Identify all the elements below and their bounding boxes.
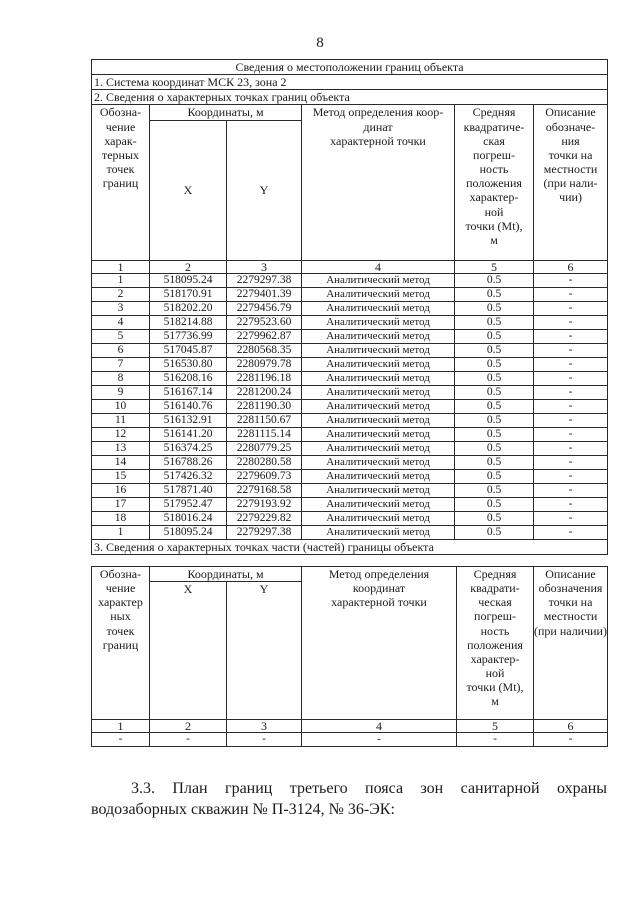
- header-y: Y: [227, 582, 302, 720]
- table-row: [92, 525, 608, 539]
- cell-y: 2279456.79: [227, 301, 302, 315]
- column-number: 6: [534, 260, 608, 273]
- cell-y: 2280979.78: [227, 357, 302, 371]
- column-number: 4: [302, 720, 457, 733]
- cell-mt: 0.5: [455, 343, 534, 357]
- cell-desc: -: [534, 315, 608, 329]
- cell-mt: 0.5: [455, 441, 534, 455]
- cell-y: 2280280.58: [227, 455, 302, 469]
- cell-n: 15: [92, 469, 150, 483]
- cell-mt: 0.5: [455, 399, 534, 413]
- cell-desc: -: [534, 329, 608, 343]
- cell-method: Аналитический метод: [302, 357, 455, 371]
- cell-desc: -: [534, 511, 608, 525]
- cell-n: 1: [92, 525, 150, 539]
- cell-n: 14: [92, 455, 150, 469]
- cell-mt: 0.5: [455, 427, 534, 441]
- column-number: 1: [92, 260, 150, 273]
- column-number: 2: [150, 260, 227, 273]
- cell-mt: 0.5: [455, 301, 534, 315]
- cell-mt: 0.5: [455, 287, 534, 301]
- cell-n: 3: [92, 301, 150, 315]
- table-row: [92, 399, 608, 413]
- cell-desc: -: [534, 497, 608, 511]
- cell-method: Аналитический метод: [302, 287, 455, 301]
- column-number: 5: [455, 260, 534, 273]
- cell-n: -: [92, 733, 150, 747]
- page-number: 8: [316, 35, 324, 51]
- header-x: X: [150, 120, 227, 260]
- cell-desc: -: [534, 441, 608, 455]
- cell-y: 2280568.35: [227, 343, 302, 357]
- table-title: Сведения о местоположении границ объекта: [92, 60, 608, 75]
- partial-boundary-table: [91, 566, 608, 747]
- cell-mt: 0.5: [455, 525, 534, 539]
- cell-method: Аналитический метод: [302, 525, 455, 539]
- cell-method: Аналитический метод: [302, 497, 455, 511]
- cell-method: Аналитический метод: [302, 329, 455, 343]
- cell-n: 17: [92, 497, 150, 511]
- header-coordinates: Координаты, м: [150, 567, 302, 582]
- cell-desc: -: [534, 343, 608, 357]
- cell-y: 2279962.87: [227, 329, 302, 343]
- coordinate-system: 1. Система координат МСК 23, зона 2: [92, 75, 608, 90]
- cell-x: 518095.24: [150, 525, 227, 539]
- cell-mt: 0.5: [455, 371, 534, 385]
- cell-y: 2281190.30: [227, 399, 302, 413]
- cell-n: 2: [92, 287, 150, 301]
- cell-desc: -: [534, 733, 608, 747]
- cell-mt: 0.5: [455, 511, 534, 525]
- table-row: [92, 301, 608, 315]
- header-description: Описание обозначения точки на местности (при наличии): [534, 567, 608, 720]
- cell-y: 2279297.38: [227, 273, 302, 287]
- cell-method: Аналитический метод: [302, 399, 455, 413]
- cell-x: 517952.47: [150, 497, 227, 511]
- cell-x: -: [150, 733, 227, 747]
- header-method: Метод определения координат характерной точки: [302, 567, 457, 720]
- table-row: [92, 385, 608, 399]
- cell-x: 517871.40: [150, 483, 227, 497]
- column-numbers-row: [92, 720, 608, 733]
- cell-mt: 0.5: [455, 469, 534, 483]
- cell-y: 2279297.38: [227, 525, 302, 539]
- cell-n: 6: [92, 343, 150, 357]
- cell-mt: 0.5: [455, 329, 534, 343]
- cell-n: 9: [92, 385, 150, 399]
- cell-x: 518214.88: [150, 315, 227, 329]
- table-row: [92, 733, 608, 747]
- cell-method: Аналитический метод: [302, 441, 455, 455]
- column-numbers-row: [92, 260, 608, 273]
- cell-n: 7: [92, 357, 150, 371]
- cell-n: 12: [92, 427, 150, 441]
- boundary-points-table: [91, 59, 608, 555]
- cell-y: 2281115.14: [227, 427, 302, 441]
- header-mean-error: Средняя квадрати- ческая погреш- ность положения характер- ной точки (Mt), м: [457, 567, 534, 720]
- table-row: [92, 343, 608, 357]
- cell-x: 518095.24: [150, 273, 227, 287]
- table-row: [92, 483, 608, 497]
- cell-n: 5: [92, 329, 150, 343]
- cell-x: 517045.87: [150, 343, 227, 357]
- cell-method: Аналитический метод: [302, 455, 455, 469]
- cell-y: 2279193.92: [227, 497, 302, 511]
- cell-method: -: [302, 733, 457, 747]
- table-row: [92, 441, 608, 455]
- header-y: Y: [227, 120, 302, 260]
- cell-n: 16: [92, 483, 150, 497]
- cell-y: 2279229.82: [227, 511, 302, 525]
- cell-method: Аналитический метод: [302, 343, 455, 357]
- cell-method: Аналитический метод: [302, 483, 455, 497]
- cell-mt: 0.5: [455, 483, 534, 497]
- table-row: [92, 371, 608, 385]
- column-number: 5: [457, 720, 534, 733]
- table-row: [92, 315, 608, 329]
- cell-y: 2279168.58: [227, 483, 302, 497]
- table-row: [92, 273, 608, 287]
- cell-method: Аналитический метод: [302, 511, 455, 525]
- cell-x: 517736.99: [150, 329, 227, 343]
- cell-y: -: [227, 733, 302, 747]
- cell-mt: 0.5: [455, 497, 534, 511]
- column-number: 6: [534, 720, 608, 733]
- cell-x: 516141.20: [150, 427, 227, 441]
- cell-desc: -: [534, 525, 608, 539]
- column-number: 1: [92, 720, 150, 733]
- cell-n: 10: [92, 399, 150, 413]
- cell-y: 2279609.73: [227, 469, 302, 483]
- cell-x: 516788.26: [150, 455, 227, 469]
- header-method: Метод определения коор- динат характерной точки: [302, 105, 455, 260]
- cell-n: 4: [92, 315, 150, 329]
- cell-mt: 0.5: [455, 385, 534, 399]
- cell-method: Аналитический метод: [302, 385, 455, 399]
- cell-method: Аналитический метод: [302, 273, 455, 287]
- section-2-title: 2. Сведения о характерных точках границ объекта: [92, 90, 608, 105]
- cell-method: Аналитический метод: [302, 315, 455, 329]
- cell-x: 516132.91: [150, 413, 227, 427]
- column-number: 4: [302, 260, 455, 273]
- cell-desc: -: [534, 357, 608, 371]
- header-mean-error: Средняя квадратиче- ская погреш- ность положения характер- ной точки (Mt), м: [455, 105, 534, 260]
- table-row: [92, 497, 608, 511]
- cell-y: 2281150.67: [227, 413, 302, 427]
- cell-x: 516167.14: [150, 385, 227, 399]
- cell-x: 516208.16: [150, 371, 227, 385]
- cell-mt: 0.5: [455, 357, 534, 371]
- cell-y: 2279401.39: [227, 287, 302, 301]
- cell-y: 2281196.18: [227, 371, 302, 385]
- cell-mt: 0.5: [455, 413, 534, 427]
- cell-x: 516140.76: [150, 399, 227, 413]
- cell-y: 2279523.60: [227, 315, 302, 329]
- section-3-3-paragraph: 3.3. План границ третьего пояса зон санитарной охраны водозаборных скважин № П-3124, № 36-ЭК:: [91, 780, 607, 818]
- cell-mt: 0.5: [455, 455, 534, 469]
- cell-desc: -: [534, 483, 608, 497]
- cell-x: 518016.24: [150, 511, 227, 525]
- header-x: X: [150, 582, 227, 720]
- cell-n: 11: [92, 413, 150, 427]
- cell-desc: -: [534, 371, 608, 385]
- cell-y: 2280779.25: [227, 441, 302, 455]
- cell-n: 1: [92, 273, 150, 287]
- cell-desc: -: [534, 413, 608, 427]
- section-3-title: 3. Сведения о характерных точках части (частей) границы объекта: [92, 539, 608, 554]
- column-number: 3: [227, 260, 302, 273]
- cell-method: Аналитический метод: [302, 413, 455, 427]
- table-row: [92, 511, 608, 525]
- cell-desc: -: [534, 385, 608, 399]
- cell-desc: -: [534, 469, 608, 483]
- cell-desc: -: [534, 273, 608, 287]
- cell-x: 517426.32: [150, 469, 227, 483]
- header-point-designation: Обозна- чение харак- терных точек границ: [92, 105, 150, 260]
- cell-x: 516530.80: [150, 357, 227, 371]
- cell-method: Аналитический метод: [302, 371, 455, 385]
- cell-y: 2281200.24: [227, 385, 302, 399]
- table-row: [92, 469, 608, 483]
- table-row: [92, 287, 608, 301]
- cell-n: 8: [92, 371, 150, 385]
- cell-mt: 0.5: [455, 273, 534, 287]
- cell-desc: -: [534, 427, 608, 441]
- cell-desc: -: [534, 287, 608, 301]
- cell-desc: -: [534, 301, 608, 315]
- cell-method: Аналитический метод: [302, 301, 455, 315]
- cell-x: 518170.91: [150, 287, 227, 301]
- cell-desc: -: [534, 455, 608, 469]
- cell-method: Аналитический метод: [302, 469, 455, 483]
- cell-x: 518202.20: [150, 301, 227, 315]
- table-row: [92, 329, 608, 343]
- cell-n: 18: [92, 511, 150, 525]
- header-point-designation: Обозна- чение характер ных точек границ: [92, 567, 150, 720]
- header-coordinates: Координаты, м: [150, 105, 302, 120]
- cell-method: Аналитический метод: [302, 427, 455, 441]
- header-description: Описание обозначе- ния точки на местности (при нали- чии): [534, 105, 608, 260]
- table-row: [92, 455, 608, 469]
- cell-mt: -: [457, 733, 534, 747]
- cell-desc: -: [534, 399, 608, 413]
- column-number: 2: [150, 720, 227, 733]
- table-row: [92, 427, 608, 441]
- table-row: [92, 413, 608, 427]
- cell-x: 516374.25: [150, 441, 227, 455]
- cell-mt: 0.5: [455, 315, 534, 329]
- column-number: 3: [227, 720, 302, 733]
- table-row: [92, 357, 608, 371]
- cell-n: 13: [92, 441, 150, 455]
